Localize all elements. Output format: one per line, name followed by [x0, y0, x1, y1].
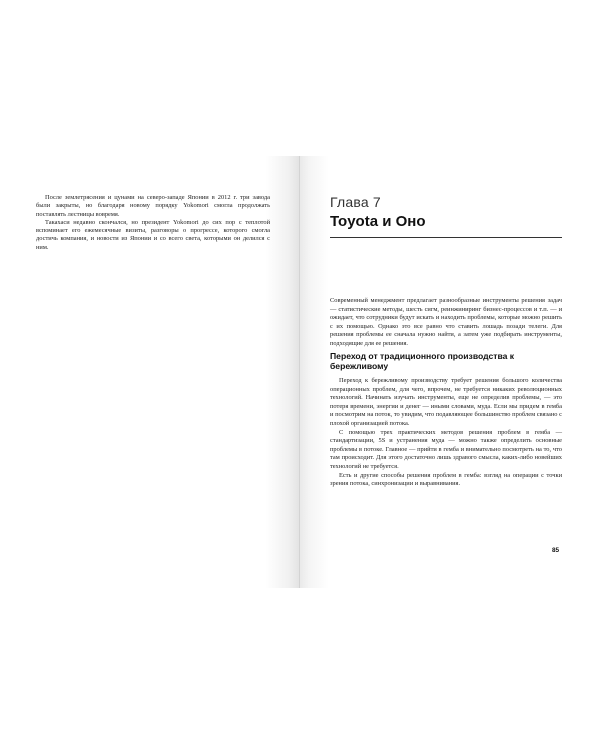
section-body [330, 377, 562, 489]
chapter-title: Toyota и Оно [330, 213, 426, 230]
right-page [300, 156, 588, 588]
page-number: 85 [552, 547, 560, 554]
book-spread [12, 156, 588, 588]
section-heading: Переход от традиционного производства к бережливому [330, 351, 515, 372]
body-paragraph-3: Есть и другие способы решения проблем в гемба: взгляд на операции с точки зрения потока, синхронизации и выравнивания. [330, 471, 562, 488]
body-paragraph-2: С помощью трех практических методов решения проблем в гемба — стандартизации, 5S и устранения муда — можно также определить основные проблемы в потоке. Главное — прийти в гемба и внимательно посмотреть на то, что там происходит. Для этого достаточно лишь здравого смысла, каких-либо новейших технологий не требуется. [330, 428, 562, 470]
chapter-divider [330, 237, 562, 238]
left-page [12, 156, 300, 588]
chapter-intro [330, 297, 562, 349]
chapter-label: Глава 7 [330, 194, 381, 210]
left-paragraph-2: Такахаси недавно скончался, но президент Yokomori до сих пор с теплотой вспоминает его ежемесячные визиты, разговоры о прогрессе, которого смогла достичь компания, и новости из Японии и со всего света, которыми он делился с ним. [36, 218, 270, 251]
body-paragraph-1: Переход к бережливому производству требует решения большого количества операционных проблем, для чего, впрочем, не требуется никаких революционных технологий. Начинать изучать инструменты, еще не определив проблемы, — это потеря времени, энергии и денег — иными словами, муда. Если мы придем в гемба и посмотрим на поток, то увидим, что подавляющее большинство проблем связано с плохой организацией потока. [330, 377, 562, 427]
left-paragraph-1: После землетрясения и цунами на северо-западе Японии в 2012 г. три завода были закрыты, но благодаря новому порядку Yokomori смогла продолжать поставлять лестницы вовремя. [36, 194, 270, 218]
left-page-text [36, 194, 270, 252]
intro-paragraph: Современный менеджмент предлагает разнообразные инструменты решения задач — статистические методы, шесть сигм, реинжиниринг бизнес-процессов и т.п. — и ожидает, что сотрудники будут искать и находить проблемы, которые можно решить с их помощью. Однако это все равно что ставить лошадь позади телеги. Для решения проблемы ее сначала нужно найти, а затем уже подбирать инструменты, подходящие для ее решения. [330, 297, 562, 347]
